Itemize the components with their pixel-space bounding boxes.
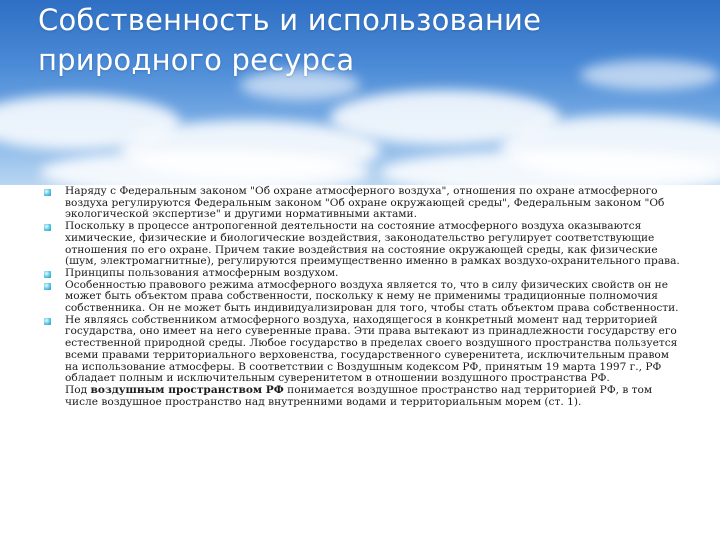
airspace-term: воздушным пространством РФ — [90, 383, 284, 396]
square-bullet-icon — [44, 271, 51, 278]
square-bullet-icon — [44, 189, 51, 196]
list-item: Поскольку в процессе антропогенной деятельности на состояние атмосферного воздуха оказываются химические, физические и биологические воздействия, законодательство регулирует соответствующие отношения по его охране. Причем такие воздействия на состояние окружающей среды, как физические (шум, электромагнитные), регулируются преимущественно именно в рамках воздухо-охранительного права. — [44, 221, 684, 268]
square-bullet-icon — [44, 318, 51, 325]
list-item: Наряду с Федеральным законом "Об охране атмосферного воздуха", отношения по охране атмосферного воздуха регулируются Федеральным законом "Об охране окружающей среды", Федеральным законом "Об экологической экспертизе" и другими нормативными актами. — [44, 186, 684, 221]
list-item: Принципы пользования атмосферным воздухом. — [44, 268, 684, 280]
content-body — [44, 186, 684, 408]
slide-title: Собственность и использование природного ресурса — [38, 3, 542, 77]
square-bullet-icon — [44, 224, 51, 231]
list-item: Особенностью правового режима атмосферного воздуха является то, что в силу физических свойств он не может быть объектом права собственности, поскольку к нему не применимы традиционные полномочия собственника. Он не может быть индивидуализирован для того, чтобы стать объектом права собственности. — [44, 280, 684, 315]
square-bullet-icon — [44, 283, 51, 290]
bullet-list — [44, 186, 684, 408]
list-item: Не являясь собственником атмосферного воздуха, находящегося в конкретный момент над территорией государства, оно имеет на него суверенные права. Эти права вытекают из принадлежности государству его естественной природной среды. Любое государство в пределах своего воздушного пространства пользуется всеми правами территориального верховенства, государственного суверенитета, исключительным правом на использование атмосферы. В соответствии с Воздушным кодексом РФ, принятым 19 марта 1997 г., РФ обладает полным и исключительным суверенитетом в отношении воздушного пространства РФ. Под воздушным пространством РФ понимается воздушное пространство над территорией РФ, в том числе воздушное пространство над внутренними водами и территориальным морем (ст. 1). — [44, 315, 684, 409]
